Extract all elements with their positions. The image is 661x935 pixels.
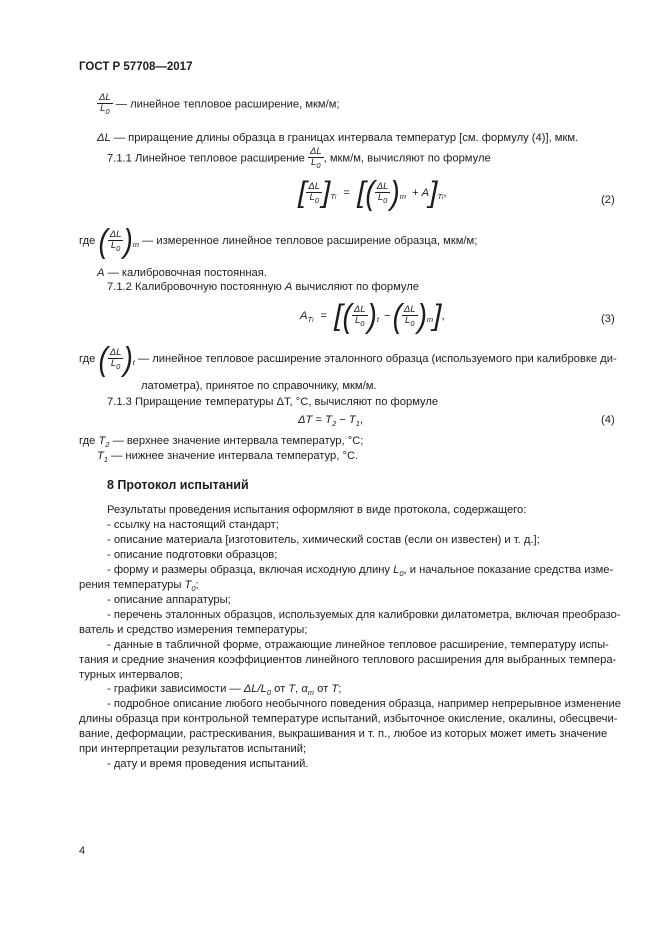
protocol-item: - описание аппаратуры;	[107, 594, 231, 606]
protocol-item-cont: тания и средние значения коэффициентов линейного теплового расширения для выбранных темпера-	[79, 654, 617, 666]
definition-t1: $T_1$ — нижнее значение интервала температур, °C.	[97, 450, 359, 465]
protocol-item-cont: ватель и средство измерения температуры;	[79, 624, 308, 636]
protocol-item: - подробное описание любого необычного поведения образца, например непрерывное изменение	[107, 698, 621, 710]
document-code: ГОСТ Р 57708—2017	[79, 61, 193, 73]
protocol-intro: Результаты проведения испытания оформляют в виде протокола, содержащего:	[107, 504, 527, 516]
paragraph-7-1-2: 7.1.2 Калибровочную постоянную A вычисляют по формуле	[107, 281, 420, 293]
formula-3: $A_{Ti}$ = [( $\frac{\Delta L}{L_0}$ )$_t$ −( $\frac{\Delta L}{L_0}$ )$_m$],	[300, 296, 445, 334]
definition-delta-l: ΔL — приращение длины образца в границах интервала температур [см. формулу (4)], мкм.	[97, 132, 579, 144]
protocol-item-graphs: - графики зависимости — $\Delta L/L_0$ от T, $\alpha_m$ от T;	[107, 683, 342, 698]
protocol-item: - ссылку на настоящий стандарт;	[107, 519, 279, 531]
page-number: 4	[79, 845, 86, 857]
equation-number-3: (3)	[601, 313, 615, 325]
protocol-item-shape-cont: рения температуры $T_0$;	[79, 579, 199, 594]
equation-number-4: (4)	[601, 414, 615, 426]
protocol-item-cont: при интерпретации результатов испытаний;	[79, 743, 307, 755]
formula-4: $\Delta T = T_2 - T_1$,	[298, 414, 364, 429]
fraction-dl-l0: $\frac{\Delta L}{L_0}$	[99, 92, 111, 116]
equation-number-2: (2)	[601, 194, 615, 206]
fraction-dl-l0-inline: $\frac{\Delta L}{L_0}$	[309, 146, 322, 170]
paragraph-7-1-3: 7.1.3 Приращение температуры ΔT, °C, вычисляют по формуле	[107, 396, 439, 408]
protocol-item: - описание подготовки образцов;	[107, 549, 278, 561]
protocol-item: - перечень эталонных образцов, используемых для калибровки дилатометра, включая преобразо-	[107, 609, 621, 621]
definition-linear-expansion: $\frac{\Delta L}{L_0}$ — линейное тепловое расширение, мкм/м;	[99, 92, 340, 116]
section-8-title: 8 Протокол испытаний	[107, 478, 249, 492]
definition-calibration-constant: A — калибровочная постоянная.	[97, 267, 267, 279]
protocol-item: - дату и время проведения испытаний.	[107, 758, 309, 770]
protocol-item-cont: турных интервалов;	[79, 669, 183, 681]
protocol-item-shape: - форму и размеры образца, включая исходную длину $L_0$, и начальное показание средства изме-	[107, 564, 614, 579]
definition-reference-expansion-cont: латометра), принятое по справочнику, мкм/м.	[141, 380, 377, 392]
protocol-item-cont: длины образца при контрольной температуре испытаний, избыточное окисление, окалины, обесцвечи-	[79, 713, 618, 725]
protocol-item: - данные в табличной форме, отражающие линейное тепловое расширение, температуру испы-	[107, 639, 609, 651]
definition-t2: где $T_2$ — верхнее значение интервала температур, °C;	[79, 435, 364, 450]
definition-reference-expansion: где ( $\frac{\Delta L}{L_0}$ )$_t$ — линейное тепловое расширение эталонного образца (используемого при калибровке ди-	[79, 339, 617, 377]
protocol-item-cont: вание, деформации, растрескивания, выкрашивания и т. п., любое из которых может иметь значение	[79, 728, 608, 740]
formula-2: [ $\frac{\Delta L}{L_0}$ ]$_{Ti}$ = [( $\frac{\Delta L}{L_0}$ )$_m + A]_{Ti}$,	[298, 173, 447, 211]
paragraph-7-1-1: 7.1.1 Линейное тепловое расширение $\frac{\Delta L}{L_0}$ , мкм/м, вычисляют по формуле	[107, 146, 491, 170]
definition-measured-expansion: где ( $\frac{\Delta L}{L_0}$ )$_m$ — измеренное линейное тепловое расширение образца, мкм/м;	[79, 221, 478, 259]
protocol-item: - описание материала [изготовитель, химический состав (если он известен) и т. д.];	[107, 534, 540, 546]
